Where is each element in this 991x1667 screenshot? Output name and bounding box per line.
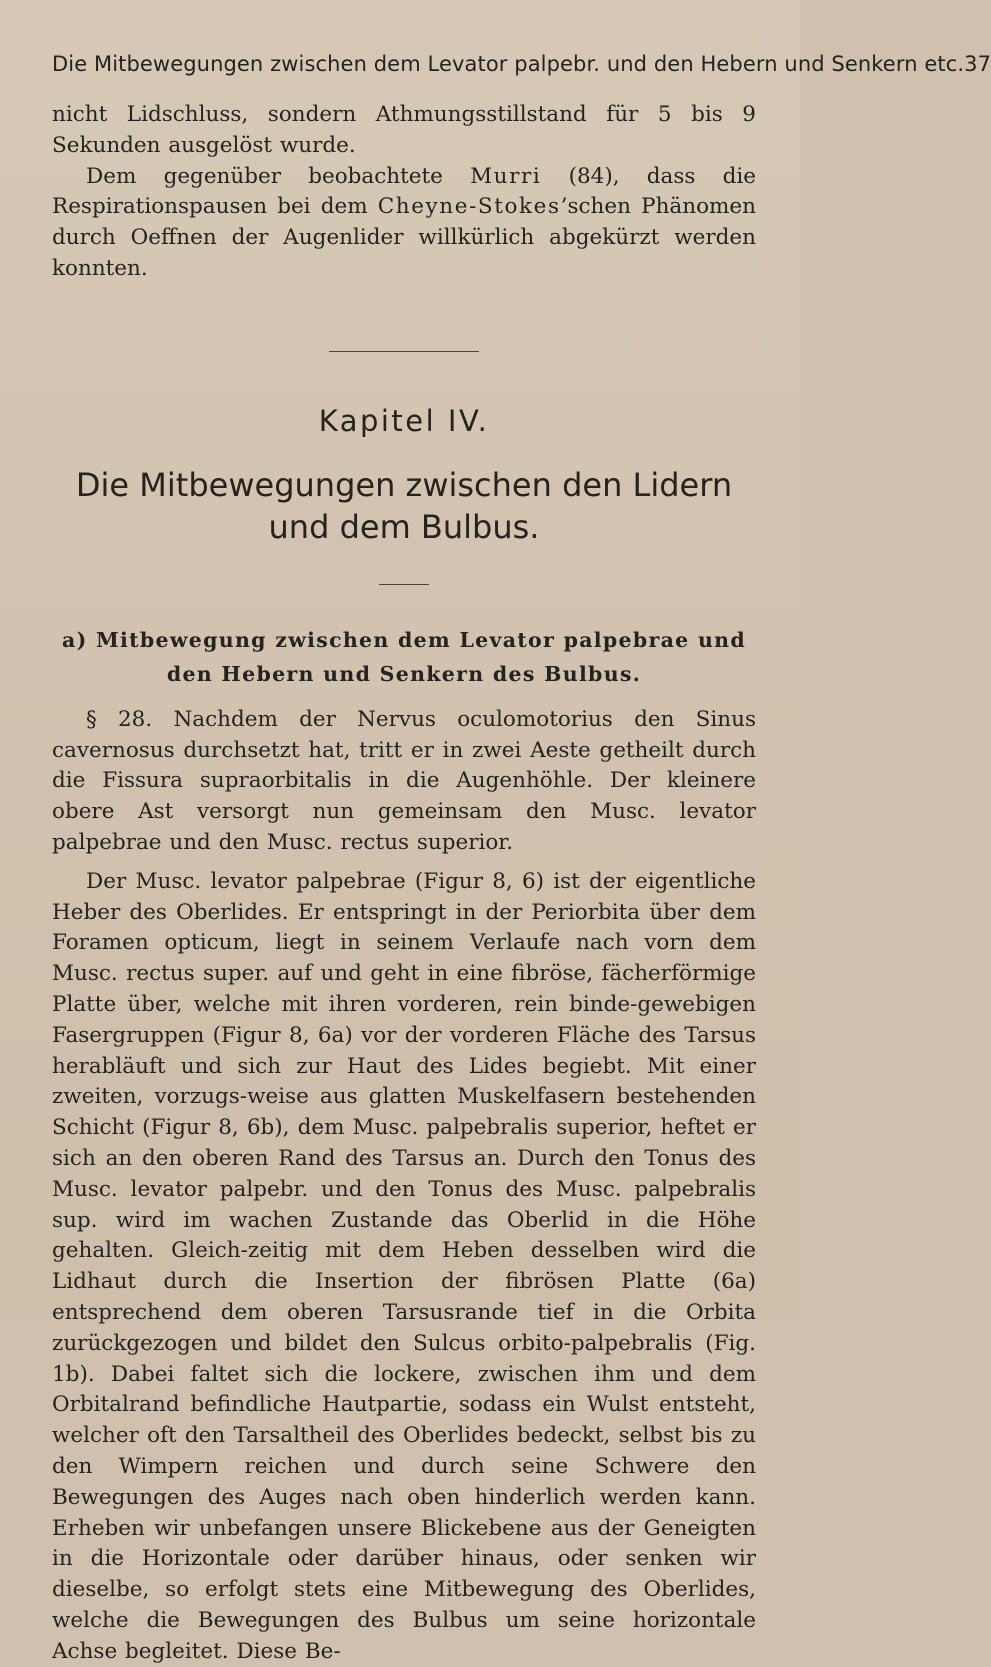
chapter-label: Kapitel IV.: [318, 403, 490, 438]
paragraph-levator: Der Musc. levator palpebrae (Figur 8, 6) ist der eigentliche Heber des Oberlides. Er entspringt in der Periorbita über dem Foramen opticum, liegt in seinem Verlaufe nach vorn dem Musc. rectus super. auf und geht in eine fibröse, fächerförmige Platte über, welche mit ihren vorderen, rein binde-gewebigen Fasergruppen (Figur 8, 6a) vor der vorderen Fläche des Tarsus herabläuft und sich zur Haut des Lides begiebt. Mit einer zweiten, vorzugs-weise aus glatten Muskelfasern bestehenden Schicht (Figur 8, 6b), dem Musc. palpebralis superior, heftet er sich an den oberen Rand des Tarsus an. Durch den Tonus des Musc. levator palpebr. und den Tonus des Musc. palpebralis sup. wird im wachen Zustande das Oberlid in die Höhe gehalten. Gleich-zeitig mit dem Heben desselben wird die Lidhaut durch die Insertion der fibrösen Platte (6a) entsprechend dem oberen Tarsusrande tief in die Orbita zurückgezogen und bildet den Sulcus orbito-palpebralis (Fig. 1b). Dabei faltet sich die lockere, zwischen ihm und dem Orbitalrand befindliche Hautpartie, sodass ein Wulst entsteht, welcher oft den Tarsaltheil des Oberlides bedeckt, selbst bis zu den Wimpern reichen und durch seine Schwere den Bewegungen des Auges nach oben hinderlich werden kann. Erheben wir unbefangen unsere Blickebene aus der Geneigten in die Horizontale oder darüber hinaus, oder senken wir dieselbe, so erfolgt stets eine Mitbewegung des Oberlides, welche die Bewegungen des Bulbus um seine horizontale Achse begleitet. Diese Be-: [52, 868, 756, 1664]
running-title: Die Mitbewegungen zwischen dem Levator palpebr. und den Hebern und Senkern etc.: [52, 52, 965, 76]
paragraph-section-28: § 28. Nachdem der Nervus oculomotorius den Sinus cavernosus durchsetzt hat, tritt er in zwei Aeste getheilt durch die Fissura supraorbitalis in die Augenhöhle. Der kleinere obere Ast versorgt nun gemeinsam den Musc. levator palpebrae und den Musc. rectus superior.: [52, 706, 756, 855]
page-number: 37: [964, 52, 991, 76]
paragraph-murri-start: Dem gegenüber beobachtete: [86, 163, 471, 189]
section-divider: [329, 351, 479, 352]
paragraph-murri-mid: (84), dass die Respirationspausen bei dem: [52, 163, 756, 220]
paragraph-murri: [52, 162, 756, 285]
paragraph-gap: [52, 859, 756, 867]
author-name-murri: Murri: [470, 163, 542, 189]
author-name-cheyne-stokes: Cheyne-Stokes: [377, 194, 561, 220]
paragraph-murri-end: ’schen Phänomen durch Oeffnen der Augenlider willkürlich abgekürzt werden konnten.: [52, 194, 756, 281]
chapter-title: Die Mitbewegungen zwischen den Lidern und dem Bulbus.: [75, 465, 733, 546]
title-divider: [379, 584, 429, 585]
paragraph-continuation: nicht Lidschluss, sondern Athmungsstillstand für 5 bis 9 Sekunden ausgelöst wurde.: [52, 102, 756, 158]
section-heading: a) Mitbewegung zwischen dem Levator palpebrae und den Hebern und Senkern des Bulbus.: [62, 627, 746, 686]
running-header: [52, 52, 991, 76]
